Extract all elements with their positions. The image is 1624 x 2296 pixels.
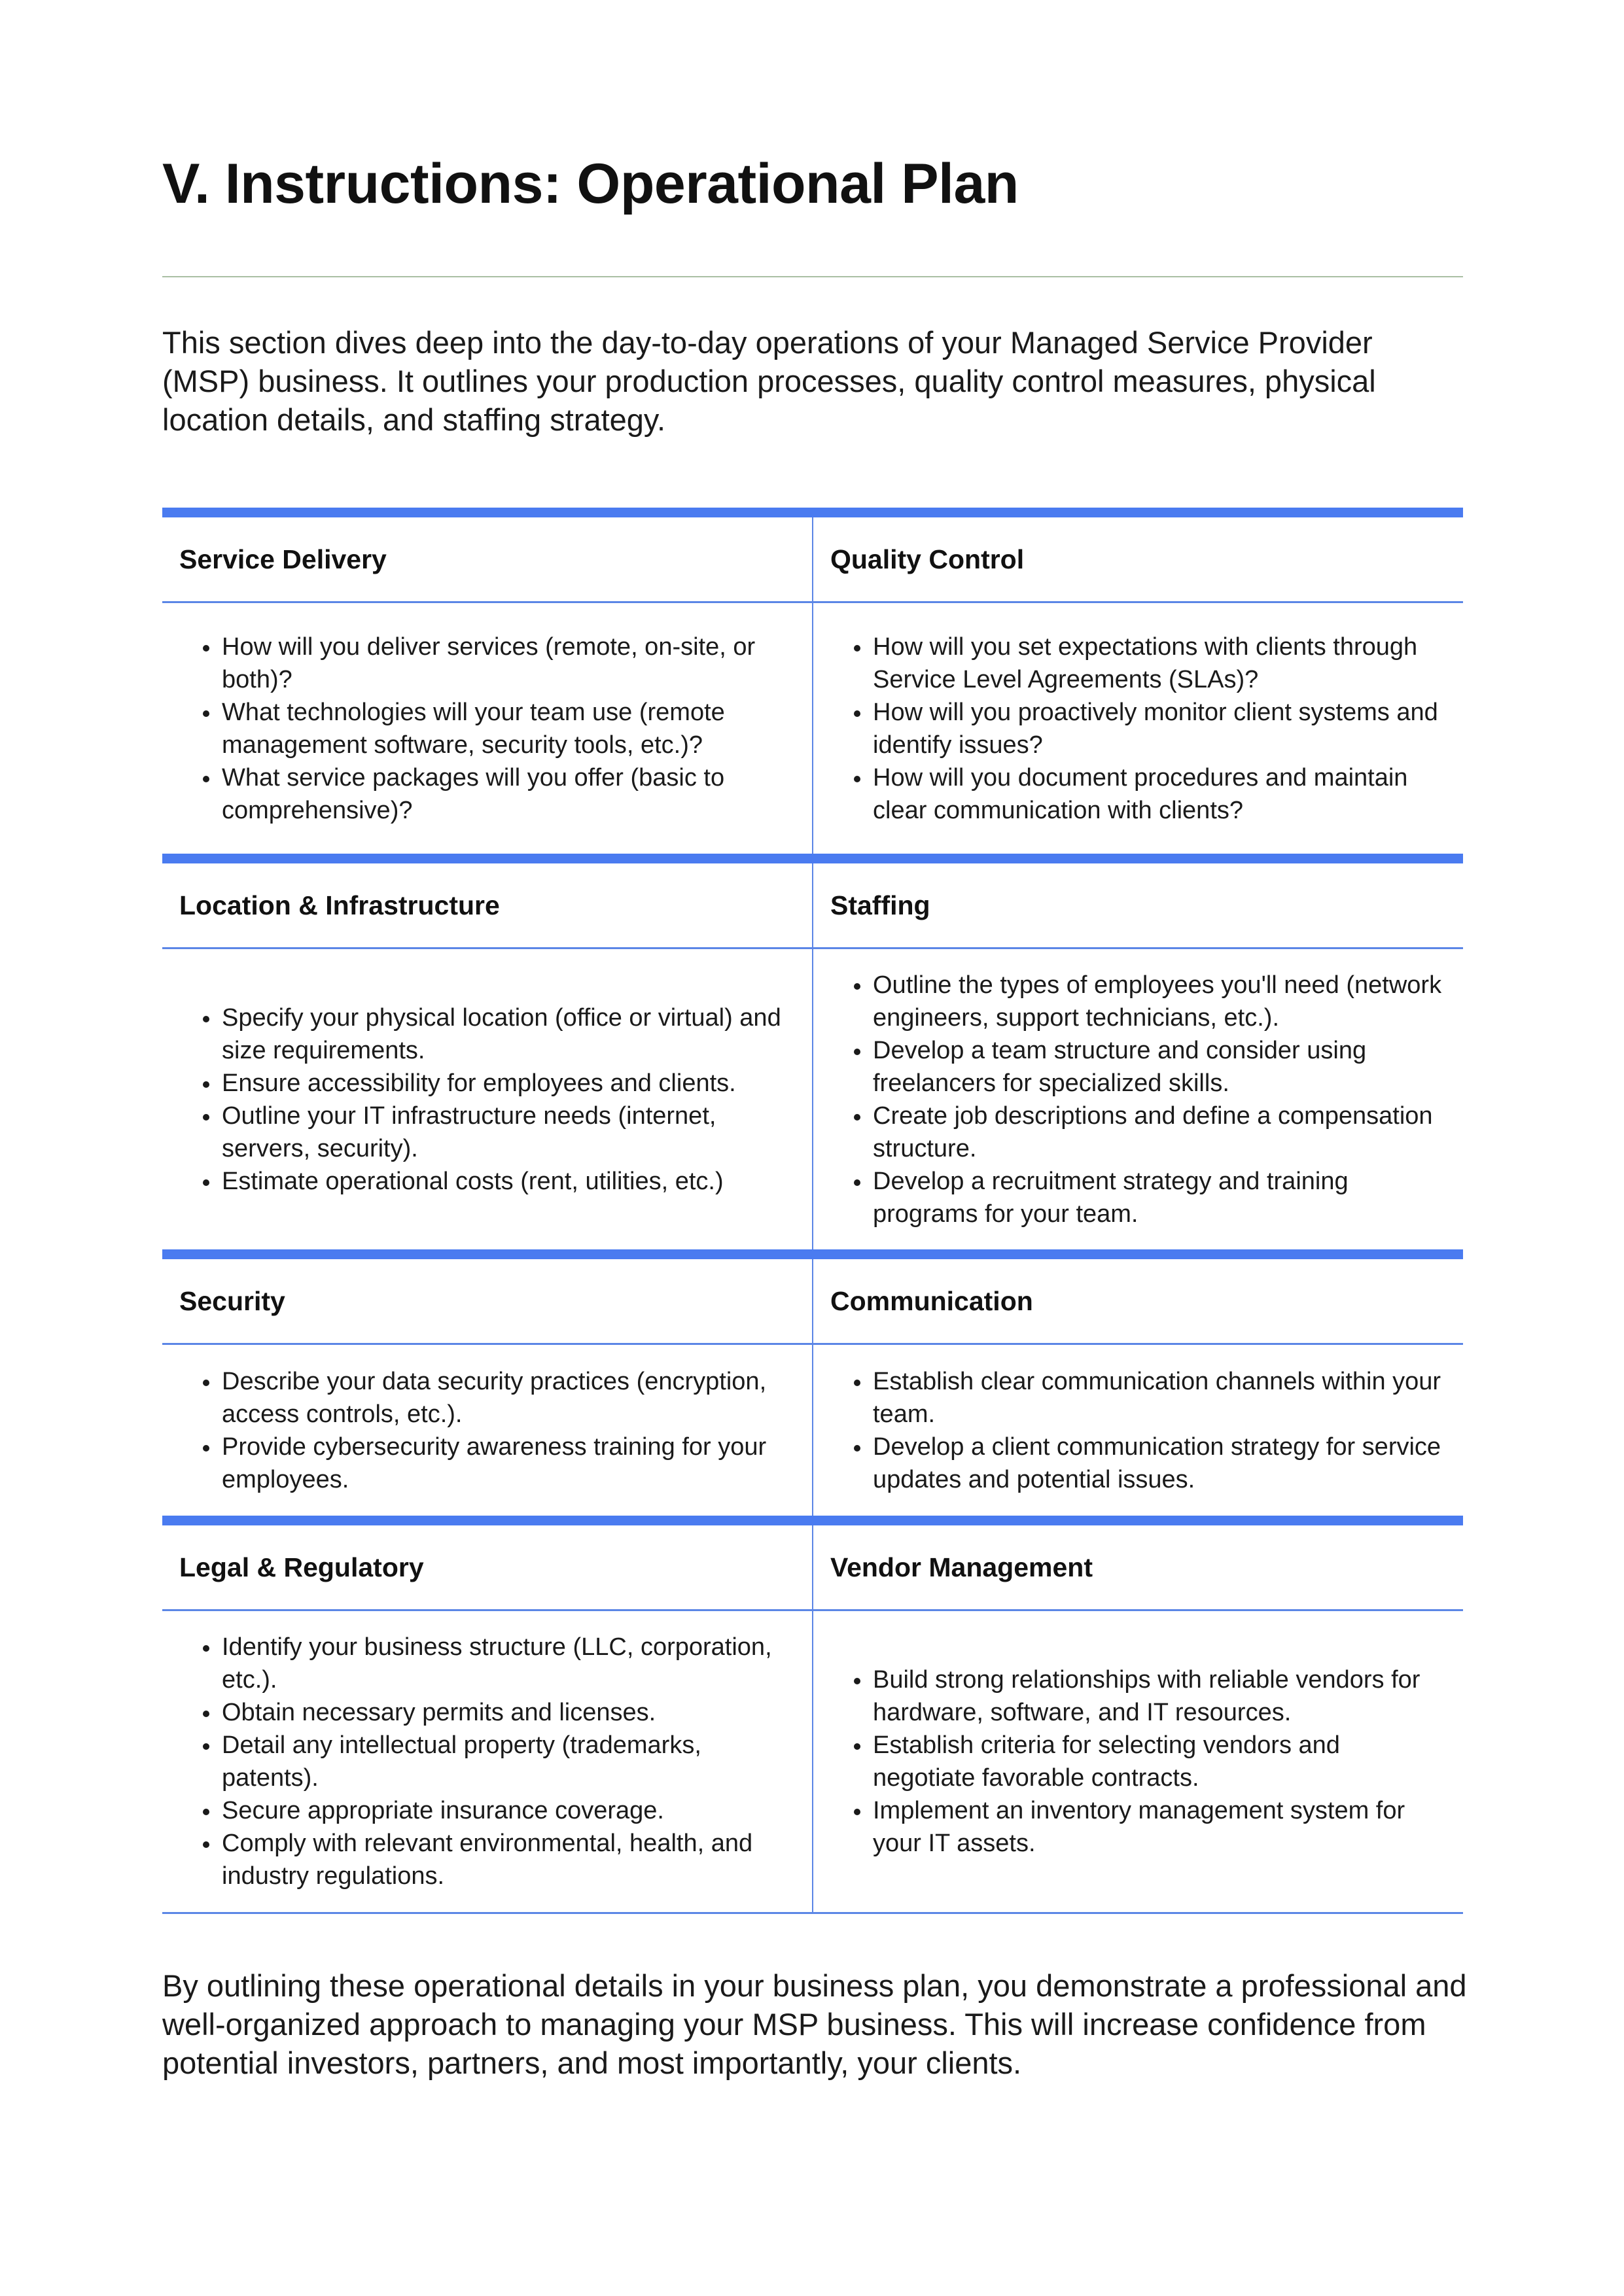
bullet-list xyxy=(179,631,795,827)
operational-plan-table xyxy=(162,508,1463,1914)
list-item: • Outline your IT infrastructure needs (internet, servers, security). xyxy=(221,1100,795,1165)
quality-control-cell xyxy=(813,602,1463,859)
staffing-cell xyxy=(813,948,1463,1255)
section-heading-service-delivery: Service Delivery xyxy=(162,513,813,602)
bullet-list xyxy=(179,1001,795,1198)
list-item: • What technologies will your team use (remote management software, security tools, etc.)? xyxy=(221,696,795,761)
list-item: • Comply with relevant environmental, health, and industry regulations. xyxy=(221,1827,795,1892)
bullet-list xyxy=(830,969,1446,1230)
list-item: • Describe your data security practices (encryption, access controls, etc.). xyxy=(221,1365,795,1431)
list-item: • How will you document procedures and maintain clear communication with clients? xyxy=(872,761,1446,827)
list-item: • Create job descriptions and define a compensation structure. xyxy=(872,1100,1446,1165)
legal-regulatory-cell xyxy=(162,1610,813,1913)
list-item: • Identify your business structure (LLC, corporation, etc.). xyxy=(221,1631,795,1696)
list-item: • Estimate operational costs (rent, utilities, etc.) xyxy=(221,1165,795,1198)
list-item: • How will you proactively monitor client systems and identify issues? xyxy=(872,696,1446,761)
list-item: • Implement an inventory management system for your IT assets. xyxy=(872,1794,1446,1860)
section-heading-staffing: Staffing xyxy=(813,859,1463,948)
list-item: • Develop a client communication strategy for service updates and potential issues. xyxy=(872,1431,1446,1496)
vendor-management-cell xyxy=(813,1610,1463,1913)
bullet-list xyxy=(179,1365,795,1496)
intro-paragraph: This section dives deep into the day-to-day operations of your Managed Service Provider (MSP) business. It outlines your production processes, quality control measures, physical location details, and staffing strategy. xyxy=(162,325,1376,437)
list-item: • Obtain necessary permits and licenses. xyxy=(221,1696,795,1729)
section-header-row xyxy=(162,513,1463,602)
list-item: • Build strong relationships with reliable vendors for hardware, software, and IT resources. xyxy=(872,1663,1446,1729)
bullet-list xyxy=(830,631,1446,827)
list-item: • Establish clear communication channels within your team. xyxy=(872,1365,1446,1431)
list-item: • Provide cybersecurity awareness training for your employees. xyxy=(221,1431,795,1496)
communication-cell xyxy=(813,1344,1463,1521)
page-title: V. Instructions: Operational Plan xyxy=(162,152,1019,215)
list-item: • How will you deliver services (remote, on-site, or both)? xyxy=(221,631,795,696)
closing-paragraph: By outlining these operational details in your business plan, you demonstrate a professional and well-organized approach to managing your MSP business. This will increase confidence from potential investors, partners, and most importantly, your clients. xyxy=(162,1968,1467,2080)
list-item: • How will you set expectations with clients through Service Level Agreements (SLAs)? xyxy=(872,631,1446,696)
location-infrastructure-cell xyxy=(162,948,813,1255)
section-heading-location-infrastructure: Location & Infrastructure xyxy=(162,859,813,948)
service-delivery-cell xyxy=(162,602,813,859)
title-divider xyxy=(162,276,1463,277)
list-item: • Detail any intellectual property (trademarks, patents). xyxy=(221,1729,795,1794)
section-header-row xyxy=(162,1521,1463,1610)
bullet-list xyxy=(179,1631,795,1892)
list-item: • Develop a team structure and consider using freelancers for specialized skills. xyxy=(872,1034,1446,1100)
section-body-row xyxy=(162,1344,1463,1521)
section-heading-legal-regulatory: Legal & Regulatory xyxy=(162,1521,813,1610)
section-header-row xyxy=(162,859,1463,948)
bullet-list xyxy=(830,1365,1446,1496)
list-item: • What service packages will you offer (basic to comprehensive)? xyxy=(221,761,795,827)
section-body-row xyxy=(162,948,1463,1255)
section-heading-quality-control: Quality Control xyxy=(813,513,1463,602)
bullet-list xyxy=(830,1663,1446,1860)
section-body-row xyxy=(162,602,1463,859)
section-heading-security: Security xyxy=(162,1255,813,1344)
list-item: • Ensure accessibility for employees and clients. xyxy=(221,1067,795,1100)
list-item: • Develop a recruitment strategy and training programs for your team. xyxy=(872,1165,1446,1230)
list-item: • Specify your physical location (office or virtual) and size requirements. xyxy=(221,1001,795,1067)
section-body-row xyxy=(162,1610,1463,1913)
section-heading-communication: Communication xyxy=(813,1255,1463,1344)
security-cell xyxy=(162,1344,813,1521)
list-item: • Secure appropriate insurance coverage. xyxy=(221,1794,795,1827)
section-heading-vendor-management: Vendor Management xyxy=(813,1521,1463,1610)
section-header-row xyxy=(162,1255,1463,1344)
list-item: • Outline the types of employees you'll need (network engineers, support technicians, etc.). xyxy=(872,969,1446,1034)
list-item: • Establish criteria for selecting vendors and negotiate favorable contracts. xyxy=(872,1729,1446,1794)
